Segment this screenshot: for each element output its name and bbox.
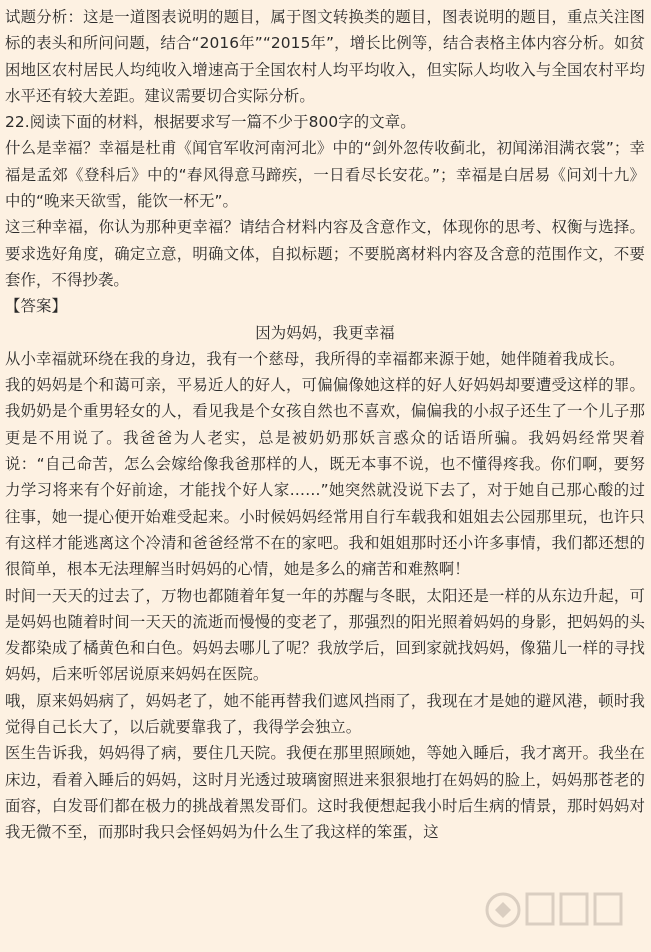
question-material: 什么是幸福？幸福是杜甫《闻官军收河南河北》中的“剑外忽传收蓟北，初闻涕泪满衣裳”；幸福是孟郊《登科后》中的“春风得意马蹄疾，一日看尽长安花。”；幸福是白居易《问刘十九》中的“晚来天欲雪，能饮一杯无”。 — [5, 139, 645, 211]
essay-paragraph: 从小幸福就环绕在我的身边，我有一个慈母，我所得的幸福都来源于她，她伴随着我成长。 — [5, 349, 625, 368]
essay-paragraph: 医生告诉我，妈妈得了病，要住几天院。我便在那里照顾她，等她入睡后，我才离开。我坐在床边，看着入睡后的妈妈，这时月光透过玻璃窗照进来狠狠地打在妈妈的脸上，妈妈那苍老的面容，白发哥们都在极力的挑战着黑发哥们。这时我便想起我小时后生病的情景，那时妈妈对我无微不至，而那时我只会怪妈妈为什么生了我这样的笨蛋，这 — [5, 744, 645, 842]
document-page — [5, 4, 645, 846]
question-prompt: 这三种幸福，你认为那种更幸福？请结合材料内容及含意作文，体现你的思考、权衡与选择。要求选好角度，确定立意，明确文体，自拟标题；不要脱离材料内容及含意的范围作文，不要套作，不得抄袭。 — [5, 218, 645, 289]
essay-paragraph: 时间一天天的过去了，万物也都随着年复一年的苏醒与冬眠，太阳还是一样的从东边升起，可是妈妈也随着时间一天天的流逝而慢慢的变老了，那强烈的阳光照着妈妈的身影，把妈妈的头发都染成了橘黄色和白色。妈妈去哪儿了呢？我放学后，回到家就找妈妈，像猫儿一样的寻找妈妈，后来听邻居说原来妈妈在医院。 — [5, 586, 645, 684]
question-heading: 22.阅读下面的材料，根据要求写一篇不少于800字的文章。 — [5, 113, 416, 132]
analysis-paragraph: 试题分析：这是一道图表说明的题目，属于图文转换类的题目，图表说明的题目，重点关注图标的表头和所问问题，结合“2016年”“2015年”，增长比例等，结合表格主体内容分析。如贫困地区农村居民人均纯收入增速高于全国农村人均平均收入，但实际人均收入与全国农村平均水平还有较大差距。建议需要切合实际分析。 — [5, 8, 645, 105]
essay-title: 因为妈妈，我更幸福 — [255, 323, 395, 342]
essay-paragraph: 哦，原来妈妈病了，妈妈老了，她不能再替我们遮风挡雨了，我现在才是她的避风港，顿时我觉得自己长大了，以后就要靠我了，我得学会独立。 — [5, 691, 645, 737]
essay-paragraph: 我的妈妈是个和蔼可亲，平易近人的好人，可偏偏像她这样的好人好妈妈却要遭受这样的罪。我奶奶是个重男轻女的人，看见我是个女孩自然也不喜欢，偏偏我的小叔子还生了一个儿子那更是不用说了。我爸爸为人老实，总是被奶奶那妖言惑众的话语所骗。我妈妈经常哭着说：“自己命苦，怎么会嫁给像我爸那样的人，既无本事不说，也不懂得疼我。你们啊，要努力学习将来有个好前途，才能找个好人家……”她突然就没说下去了，对于她自己那心酸的过往事，她一提心便开始难受起来。小时候妈妈经常用自行车载我和姐姐去公园那里玩，也许只有这样才能逃离这个冷清和爸爸经常不在的家吧。我和姐姐那时还小许多事情，我们都还想的很简单，根本无法理解当时妈妈的心情，她是多么的痛苦和难熬啊！ — [5, 376, 645, 579]
watermark-logo — [483, 880, 633, 940]
answer-label: 【答案】 — [5, 297, 67, 316]
